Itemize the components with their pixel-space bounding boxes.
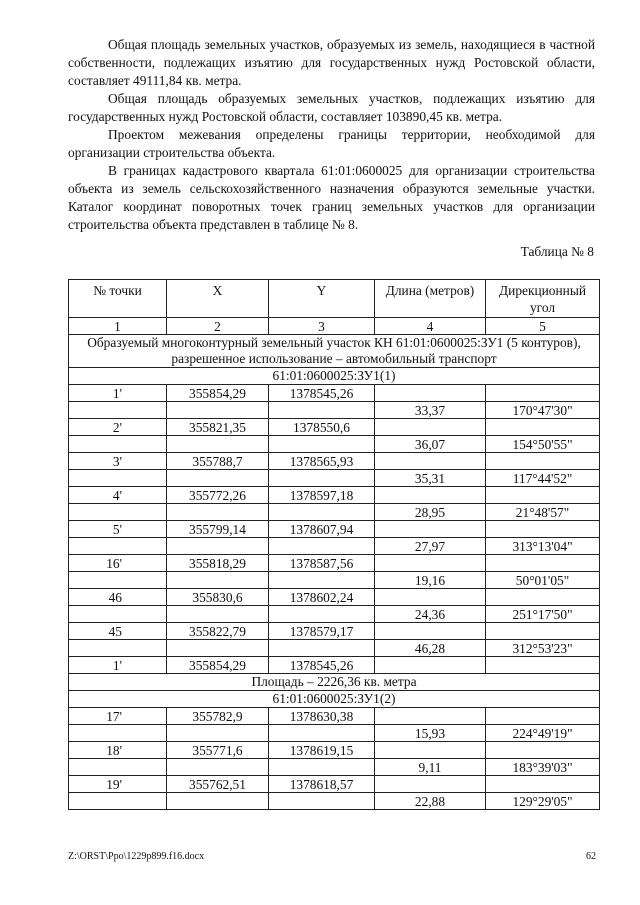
coordinate-x: 355772,26 — [167, 487, 269, 504]
header-x: X — [167, 280, 269, 318]
coordinate-x: 355822,79 — [167, 623, 269, 640]
paragraph-cadastral-quarter: В границах кадастрового квартала 61:01:0600025 для организации строительства объекта из земель сельскохозяйственного назначения образуются земельные участки. Каталог координат поворотных точек границ земельных участков для организации строительства объекта представлен в таблице № 8. — [68, 163, 595, 232]
empty-cell — [269, 640, 375, 657]
header-point-number: № точки — [69, 280, 167, 318]
empty-cell — [69, 436, 167, 453]
column-number: 5 — [486, 318, 600, 335]
coordinate-y: 1378550,6 — [269, 419, 375, 436]
point-number: 5' — [69, 521, 167, 538]
empty-cell — [69, 504, 167, 521]
coordinate-x: 355821,35 — [167, 419, 269, 436]
coordinate-y: 1378545,26 — [269, 657, 375, 674]
paragraph-private-land-area: Общая площадь земельных участков, образуемых из земель, находящиеся в частной собственности, подлежащих изъятию для государственных нужд Ростовской области, составляет 49111,84 кв. метра. — [68, 37, 595, 88]
empty-cell — [486, 776, 600, 793]
contour-area: Площадь – 2226,36 кв. метра — [69, 674, 600, 691]
coordinate-y: 1378619,15 — [269, 742, 375, 759]
empty-cell — [375, 521, 486, 538]
segment-length: 19,16 — [375, 572, 486, 589]
empty-cell — [167, 470, 269, 487]
segment-angle: 117°44'52" — [486, 470, 600, 487]
segment-row — [69, 606, 600, 623]
empty-cell — [375, 589, 486, 606]
column-number: 3 — [269, 318, 375, 335]
coordinate-y: 1378618,57 — [269, 776, 375, 793]
empty-cell — [69, 640, 167, 657]
empty-cell — [167, 606, 269, 623]
point-row — [69, 555, 600, 572]
area-row — [69, 674, 600, 691]
empty-cell — [486, 555, 600, 572]
segment-angle: 251°17'50" — [486, 606, 600, 623]
empty-cell — [375, 453, 486, 470]
paragraph-total-area: Общая площадь образуемых земельных участков, подлежащих изъятию для государственных нужд Ростовской области, составляет 103890,45 кв. метра. — [68, 91, 595, 124]
empty-cell — [69, 538, 167, 555]
empty-cell — [167, 572, 269, 589]
column-number-row — [69, 318, 600, 335]
coordinate-x: 355782,9 — [167, 708, 269, 725]
empty-cell — [486, 589, 600, 606]
point-number: 18' — [69, 742, 167, 759]
coordinate-x: 355830,6 — [167, 589, 269, 606]
empty-cell — [375, 708, 486, 725]
segment-row — [69, 402, 600, 419]
point-row — [69, 776, 600, 793]
empty-cell — [167, 725, 269, 742]
point-row — [69, 385, 600, 402]
empty-cell — [269, 402, 375, 419]
contour-title-row — [69, 368, 600, 385]
empty-cell — [486, 623, 600, 640]
table-header-row — [69, 280, 600, 318]
empty-cell — [375, 419, 486, 436]
empty-cell — [167, 436, 269, 453]
empty-cell — [167, 640, 269, 657]
empty-cell — [375, 657, 486, 674]
empty-cell — [375, 385, 486, 402]
point-row — [69, 589, 600, 606]
point-row — [69, 487, 600, 504]
header-direction-angle: Дирекционный угол — [486, 280, 600, 318]
empty-cell — [167, 538, 269, 555]
point-row — [69, 521, 600, 538]
segment-angle: 129°29'05" — [486, 793, 600, 810]
point-row — [69, 623, 600, 640]
column-number: 4 — [375, 318, 486, 335]
empty-cell — [269, 436, 375, 453]
empty-cell — [486, 419, 600, 436]
empty-cell — [269, 725, 375, 742]
point-number: 3' — [69, 453, 167, 470]
point-number: 4' — [69, 487, 167, 504]
empty-cell — [375, 623, 486, 640]
empty-cell — [269, 793, 375, 810]
point-row — [69, 742, 600, 759]
coordinate-x: 355788,7 — [167, 453, 269, 470]
coordinate-x: 355854,29 — [167, 657, 269, 674]
segment-length: 22,88 — [375, 793, 486, 810]
empty-cell — [167, 402, 269, 419]
segment-length: 15,93 — [375, 725, 486, 742]
segment-row — [69, 793, 600, 810]
segment-length: 46,28 — [375, 640, 486, 657]
empty-cell — [486, 521, 600, 538]
coordinate-y: 1378587,56 — [269, 555, 375, 572]
table-caption: Таблица № 8 — [520, 244, 594, 259]
segment-angle: 224°49'19" — [486, 725, 600, 742]
column-number: 2 — [167, 318, 269, 335]
point-row — [69, 657, 600, 674]
segment-row — [69, 504, 600, 521]
empty-cell — [375, 487, 486, 504]
segment-row — [69, 436, 600, 453]
empty-cell — [486, 453, 600, 470]
contour-title: 61:01:0600025:ЗУ1(2) — [69, 691, 600, 708]
segment-angle: 313°13'04" — [486, 538, 600, 555]
empty-cell — [375, 555, 486, 572]
column-number: 1 — [69, 318, 167, 335]
empty-cell — [69, 725, 167, 742]
coordinate-y: 1378630,38 — [269, 708, 375, 725]
coordinate-x: 355854,29 — [167, 385, 269, 402]
empty-cell — [69, 572, 167, 589]
segment-angle: 154°50'55" — [486, 436, 600, 453]
footer-file-path: Z:\ORST\Ppo\1229p899.f16.docx — [68, 851, 205, 862]
empty-cell — [269, 606, 375, 623]
section-title-row — [69, 335, 600, 368]
empty-cell — [486, 385, 600, 402]
coordinate-x: 355771,6 — [167, 742, 269, 759]
coordinate-y: 1378607,94 — [269, 521, 375, 538]
segment-length: 28,95 — [375, 504, 486, 521]
point-number: 1' — [69, 657, 167, 674]
empty-cell — [167, 759, 269, 776]
segment-angle: 170°47'30" — [486, 402, 600, 419]
contour-title: 61:01:0600025:ЗУ1(1) — [69, 368, 600, 385]
segment-length: 9,11 — [375, 759, 486, 776]
segment-angle: 183°39'03" — [486, 759, 600, 776]
contour-title-row — [69, 691, 600, 708]
empty-cell — [69, 470, 167, 487]
segment-row — [69, 759, 600, 776]
coordinate-x: 355818,29 — [167, 555, 269, 572]
section-title: Образуемый многоконтурный земельный участок КН 61:01:0600025:ЗУ1 (5 контуров), разрешенное использование – автомобильный транспорт — [69, 335, 600, 368]
point-row — [69, 453, 600, 470]
empty-cell — [69, 793, 167, 810]
empty-cell — [269, 572, 375, 589]
coordinate-y: 1378545,26 — [269, 385, 375, 402]
coordinate-y: 1378602,24 — [269, 589, 375, 606]
segment-row — [69, 640, 600, 657]
empty-cell — [69, 402, 167, 419]
point-number: 16' — [69, 555, 167, 572]
segment-row — [69, 538, 600, 555]
segment-length: 35,31 — [375, 470, 486, 487]
empty-cell — [269, 470, 375, 487]
segment-row — [69, 470, 600, 487]
coordinate-x: 355762,51 — [167, 776, 269, 793]
empty-cell — [167, 504, 269, 521]
segment-angle: 21°48'57" — [486, 504, 600, 521]
point-number: 1' — [69, 385, 167, 402]
segment-length: 27,97 — [375, 538, 486, 555]
footer-page-number: 62 — [586, 851, 596, 862]
point-row — [69, 708, 600, 725]
coordinate-x: 355799,14 — [167, 521, 269, 538]
empty-cell — [69, 606, 167, 623]
empty-cell — [486, 487, 600, 504]
empty-cell — [167, 793, 269, 810]
empty-cell — [486, 708, 600, 725]
segment-angle: 50°01'05" — [486, 572, 600, 589]
segment-angle: 312°53'23" — [486, 640, 600, 657]
paragraph-survey-boundaries: Проектом межевания определены границы территории, необходимой для организации строительства объекта. — [68, 127, 595, 160]
point-number: 17' — [69, 708, 167, 725]
segment-length: 36,07 — [375, 436, 486, 453]
empty-cell — [269, 504, 375, 521]
point-number: 45 — [69, 623, 167, 640]
coordinate-y: 1378579,17 — [269, 623, 375, 640]
segment-row — [69, 572, 600, 589]
coordinate-y: 1378597,18 — [269, 487, 375, 504]
empty-cell — [375, 776, 486, 793]
header-length: Длина (метров) — [375, 280, 486, 318]
segment-row — [69, 725, 600, 742]
point-number: 2' — [69, 419, 167, 436]
coordinates-table — [68, 279, 600, 810]
point-row — [69, 419, 600, 436]
header-y: Y — [269, 280, 375, 318]
point-number: 19' — [69, 776, 167, 793]
empty-cell — [269, 538, 375, 555]
segment-length: 24,36 — [375, 606, 486, 623]
segment-length: 33,37 — [375, 402, 486, 419]
empty-cell — [486, 657, 600, 674]
empty-cell — [375, 742, 486, 759]
coordinate-y: 1378565,93 — [269, 453, 375, 470]
empty-cell — [69, 759, 167, 776]
point-number: 46 — [69, 589, 167, 606]
empty-cell — [269, 759, 375, 776]
empty-cell — [486, 742, 600, 759]
